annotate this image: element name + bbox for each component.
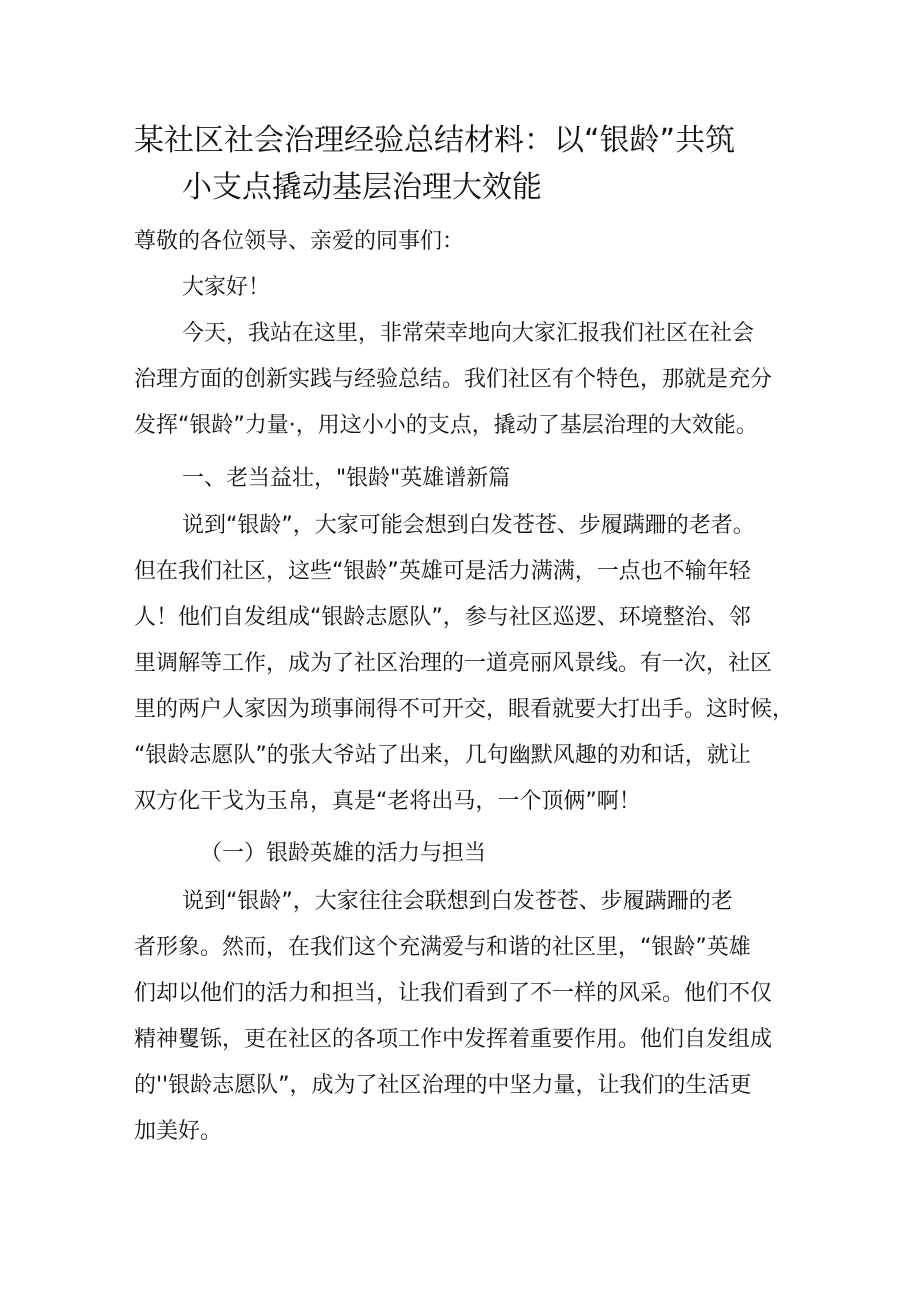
- paragraph-line: 双方化干戈为玉帛，真是“老将出马，一个顶俩”啊！: [134, 789, 641, 814]
- paragraph-line: 者形象。然而，在我们这个充满爱与和谐的社区里，“银龄”英雄: [134, 935, 751, 960]
- paragraph-line: 里调解等工作，成为了社区治理的一道亮丽风景线。有一次，社区: [134, 651, 773, 676]
- paragraph-line: 今天，我站在这里，非常荣幸地向大家汇报我们社区在社会: [182, 321, 755, 346]
- paragraph-line: 们却以他们的活力和担当，让我们看到了不一样的风采。他们不仅: [134, 981, 773, 1006]
- paragraph-line: “银龄志愿队”的张大爷站了出来，几句幽默风趣的劝和话，就让: [134, 743, 751, 768]
- paragraph-line: 里的两户人家因为琐事闹得不可开交，眼看就要大打出手。这时候，: [134, 697, 795, 722]
- section-heading: 一、老当益壮，"银龄"英雄谱新篇: [182, 466, 511, 491]
- paragraph-line: 精神矍铄，更在社区的各项工作中发挥着重要作用。他们自发组成: [134, 1027, 773, 1052]
- paragraph-line: 加美好。: [134, 1119, 223, 1144]
- paragraph-line: 但在我们社区，这些“银龄”英雄可是活力满满，一点也不输年轻: [134, 559, 751, 584]
- salutation: 尊敬的各位领导、亲爱的同事们：: [134, 229, 465, 254]
- paragraph-line: 治理方面的创新实践与经验总结。我们社区有个特色，那就是充分: [134, 367, 773, 392]
- paragraph-line: 的''银龄志愿队”，成为了社区治理的中坚力量，让我们的生活更: [134, 1073, 752, 1098]
- paragraph-line: 人！他们自发组成“银龄志愿队”，参与社区巡逻、环境整治、邻: [134, 605, 751, 630]
- paragraph-line: 发挥“银龄”力量·，用这小小的支点，撬动了基层治理的大效能。: [134, 413, 758, 438]
- document-title-line-2: 小支点撬动基层治理大效能: [182, 170, 542, 205]
- greeting: 大家好！: [182, 275, 271, 300]
- paragraph-line: 说到“银龄”，大家可能会想到白发苍苍、步履蹒跚的老者。: [182, 513, 755, 538]
- subsection-heading: （一）银龄英雄的活力与担当: [200, 841, 487, 866]
- paragraph-line: 说到“银龄”，大家往往会联想到白发苍苍、步履蹒跚的老: [182, 889, 733, 914]
- document-title-line-1: 某社区社会治理经验总结材料：以“银龄”共筑: [134, 123, 736, 158]
